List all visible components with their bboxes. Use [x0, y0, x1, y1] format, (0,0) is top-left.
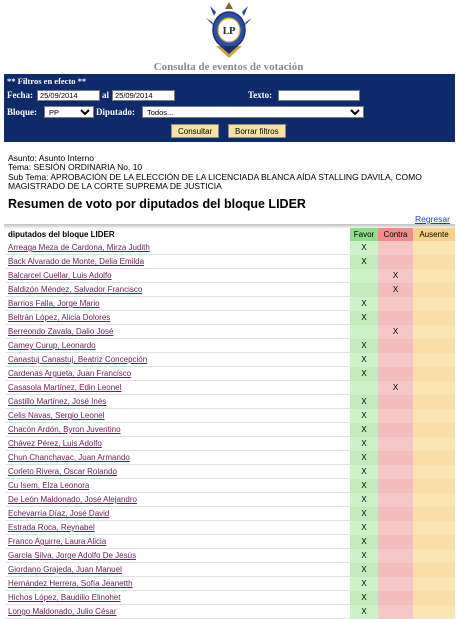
favor-cell: X — [350, 605, 378, 619]
fecha-to-input[interactable] — [112, 90, 175, 101]
ausente-cell — [413, 563, 455, 577]
ausente-cell — [413, 493, 455, 507]
table-row — [6, 367, 455, 381]
deputy-name-link[interactable]: Celis Navas, Sergio Leonel — [8, 411, 105, 420]
header — [0, 0, 457, 74]
favor-cell: X — [350, 339, 378, 353]
deputy-name-link[interactable]: Beltrán López, Alicia Dolores — [8, 313, 111, 322]
table-row — [6, 465, 455, 479]
ausente-cell — [413, 339, 455, 353]
favor-cell: X — [350, 521, 378, 535]
ausente-cell — [413, 367, 455, 381]
contra-cell — [378, 395, 413, 409]
contra-cell — [378, 255, 413, 269]
deputy-name-link[interactable]: Berreondo Zavala, Dalio José — [8, 327, 114, 336]
favor-cell: X — [350, 493, 378, 507]
table-row — [6, 521, 455, 535]
filters-panel — [4, 74, 455, 142]
asunto-text: Asunto: Asunto Interno — [8, 153, 95, 163]
favor-cell: X — [350, 591, 378, 605]
favor-cell: X — [350, 297, 378, 311]
deputy-name-link[interactable]: Baldizón Méndez, Salvador Francisco — [8, 285, 143, 294]
texto-input[interactable] — [278, 90, 360, 101]
table-row — [6, 269, 455, 283]
ausente-cell — [413, 465, 455, 479]
contra-cell — [378, 549, 413, 563]
table-row — [6, 395, 455, 409]
subtema-text: Sub Tema: APROBACIÓN DE LA ELECCIÓN DE LA LICENCIADA BLANCA AÍDA STALLING DAVILA, COMO MAGISTRADO DE LA CORTE SUPREMA DE JUSTICIA — [8, 171, 422, 191]
header-favor: Favor — [350, 228, 378, 241]
table-row — [6, 549, 455, 563]
deputy-name-cell — [6, 535, 350, 549]
contra-cell — [378, 311, 413, 325]
bloque-label: Bloque: — [7, 107, 38, 117]
deputy-name-cell — [6, 395, 350, 409]
deputy-name-link[interactable]: Canastuj Canastuj, Beatriz Concepción — [8, 355, 148, 364]
contra-cell — [378, 605, 413, 619]
table-row — [6, 563, 455, 577]
deputy-name-cell — [6, 451, 350, 465]
deputy-name-cell — [6, 549, 350, 563]
deputy-name-cell — [6, 325, 350, 339]
fecha-label: Fecha: — [7, 90, 33, 100]
favor-cell: X — [350, 437, 378, 451]
table-row — [6, 255, 455, 269]
deputy-name-link[interactable]: Cardenas Argueta, Juan Francisco — [8, 369, 132, 378]
ausente-cell — [413, 381, 455, 395]
table-row — [6, 297, 455, 311]
deputy-name-cell — [6, 339, 350, 353]
ausente-cell — [413, 297, 455, 311]
summary-title: Resumen de voto por diputados del bloque LIDER — [8, 197, 306, 211]
ausente-cell — [413, 549, 455, 563]
header-diputados: diputados del bloque LIDER — [8, 230, 115, 239]
table-header-row — [6, 228, 455, 241]
contra-cell — [378, 353, 413, 367]
deputy-name-link[interactable]: Arreaga Meza de Cardona, Mirza Judith — [8, 243, 150, 252]
tema-text: Tema: SESIÓN ORDINARIA No. 10 — [8, 162, 143, 173]
deputy-name-link[interactable]: De León Maldonado, José Alejandro — [8, 495, 137, 504]
deputy-name-link[interactable]: Hichos López, Baudilio Elinohet — [8, 593, 121, 602]
contra-cell — [378, 577, 413, 591]
deputy-name-cell — [6, 521, 350, 535]
table-row — [6, 437, 455, 451]
contra-cell — [378, 465, 413, 479]
ausente-cell — [413, 325, 455, 339]
regresar-link[interactable]: Regresar — [415, 214, 450, 224]
contra-cell — [378, 563, 413, 577]
ausente-cell — [413, 521, 455, 535]
favor-cell — [350, 325, 378, 339]
ausente-cell — [413, 535, 455, 549]
favor-cell: X — [350, 395, 378, 409]
ausente-cell — [413, 311, 455, 325]
favor-cell: X — [350, 409, 378, 423]
favor-cell: X — [350, 451, 378, 465]
table-row — [6, 605, 455, 619]
contra-cell: X — [378, 269, 413, 283]
diputado-select[interactable] — [142, 106, 364, 118]
votes-table — [6, 228, 455, 619]
texto-label: Texto: — [248, 90, 273, 100]
deputy-name-cell — [6, 381, 350, 395]
deputy-name-link[interactable]: Barrios Falla, Jorge Mario — [8, 299, 100, 308]
favor-cell: X — [350, 241, 378, 255]
deputy-name-cell — [6, 605, 350, 619]
ausente-cell — [413, 591, 455, 605]
deputy-name-link[interactable]: Chun Chanchavac, Juan Armando — [8, 453, 130, 462]
ausente-cell — [413, 423, 455, 437]
ausente-cell — [413, 395, 455, 409]
deputy-name-cell — [6, 465, 350, 479]
favor-cell: X — [350, 549, 378, 563]
favor-cell: X — [350, 535, 378, 549]
contra-cell — [378, 423, 413, 437]
deputy-name-link[interactable]: Giordano Grajeda, Juan Manuel — [8, 565, 122, 574]
deputy-name-cell — [6, 367, 350, 381]
page-title: Consulta de eventos de votación — [153, 61, 304, 73]
deputy-name-link[interactable]: Franco Aguirre, Laura Alicia — [8, 537, 107, 546]
deputy-name-cell — [6, 563, 350, 577]
ausente-cell — [413, 577, 455, 591]
deputy-name-cell — [6, 297, 350, 311]
table-row — [6, 283, 455, 297]
deputy-name-link[interactable]: Camey Curup, Leonardo — [8, 341, 96, 350]
table-row — [6, 535, 455, 549]
favor-cell: X — [350, 507, 378, 521]
ausente-cell — [413, 507, 455, 521]
deputy-name-cell — [6, 507, 350, 521]
ausente-cell — [413, 605, 455, 619]
deputy-name-link[interactable]: Chávez Pérez, Luis Adolfo — [8, 439, 102, 448]
contra-cell — [378, 479, 413, 493]
deputy-name-cell — [6, 409, 350, 423]
table-row — [6, 577, 455, 591]
borrar-filtros-button[interactable]: Borrar filtros — [228, 124, 286, 138]
deputy-name-link[interactable]: Echevarría Díaz, José David — [8, 509, 110, 518]
contra-cell — [378, 507, 413, 521]
contra-cell — [378, 493, 413, 507]
deputy-name-cell — [6, 479, 350, 493]
table-row — [6, 493, 455, 507]
deputy-name-cell — [6, 255, 350, 269]
deputy-name-cell — [6, 423, 350, 437]
contra-cell — [378, 367, 413, 381]
contra-cell — [378, 437, 413, 451]
deputy-name-link[interactable]: García Silva, Jorge Adolfo De Jesús — [8, 551, 137, 560]
fecha-from-input[interactable] — [37, 90, 100, 101]
table-row — [6, 241, 455, 255]
favor-cell: X — [350, 255, 378, 269]
deputy-name-cell — [6, 283, 350, 297]
deputy-name-link[interactable]: Castillo Martínez, José Inés — [8, 397, 107, 406]
deputy-name-link[interactable]: Cu Isem, Elza Leonora — [8, 481, 90, 490]
contra-cell: X — [378, 381, 413, 395]
favor-cell — [350, 283, 378, 297]
bloque-select[interactable] — [44, 106, 94, 118]
deputy-name-link[interactable]: Chacón Ardón, Byron Juventino — [8, 425, 121, 434]
favor-cell: X — [350, 423, 378, 437]
deputy-name-link[interactable]: Hernández Herrera, Sofía Jeanetth — [8, 579, 133, 588]
favor-cell — [350, 381, 378, 395]
table-row — [6, 423, 455, 437]
header-contra: Contra — [378, 228, 413, 241]
table-row — [6, 591, 455, 605]
table-row — [6, 353, 455, 367]
deputy-name-cell — [6, 591, 350, 605]
header-ausente: Ausente — [413, 228, 455, 241]
contra-cell — [378, 339, 413, 353]
contra-cell — [378, 297, 413, 311]
favor-cell — [350, 269, 378, 283]
favor-cell: X — [350, 311, 378, 325]
ausente-cell — [413, 283, 455, 297]
deputy-name-cell — [6, 353, 350, 367]
ausente-cell — [413, 353, 455, 367]
table-row — [6, 325, 455, 339]
deputy-name-link[interactable]: Longo Maldonado, Julio César — [8, 607, 117, 616]
deputy-name-link[interactable]: Casasola Martínez, Edin Leonel — [8, 383, 122, 392]
contra-cell: X — [378, 283, 413, 297]
favor-cell: X — [350, 479, 378, 493]
deputy-name-cell — [6, 577, 350, 591]
table-row — [6, 339, 455, 353]
favor-cell: X — [350, 577, 378, 591]
ausente-cell — [413, 269, 455, 283]
table-row — [6, 381, 455, 395]
diputado-label: Diputado: — [96, 107, 136, 117]
table-row — [6, 451, 455, 465]
ausente-cell — [413, 255, 455, 269]
ausente-cell — [413, 437, 455, 451]
favor-cell: X — [350, 353, 378, 367]
vote-info — [8, 154, 453, 191]
table-row — [6, 311, 455, 325]
filters-title: ** Filtros en efecto ** — [7, 76, 87, 86]
favor-cell: X — [350, 367, 378, 381]
deputy-name-link[interactable]: Back Alvarado de Monte, Delia Emilda — [8, 257, 145, 266]
contra-cell — [378, 241, 413, 255]
contra-cell: X — [378, 325, 413, 339]
deputy-name-cell — [6, 269, 350, 283]
favor-cell: X — [350, 465, 378, 479]
deputy-name-link[interactable]: Corleto Rivera, Oscar Rolando — [8, 467, 117, 476]
ausente-cell — [413, 479, 455, 493]
deputy-name-cell — [6, 493, 350, 507]
deputy-name-cell — [6, 241, 350, 255]
ausente-cell — [413, 241, 455, 255]
ausente-cell — [413, 409, 455, 423]
deputy-name-cell — [6, 437, 350, 451]
ausente-cell — [413, 451, 455, 465]
favor-cell: X — [350, 563, 378, 577]
al-label: al — [102, 90, 110, 100]
contra-cell — [378, 591, 413, 605]
congress-emblem-icon — [206, 0, 252, 60]
table-row — [6, 507, 455, 521]
contra-cell — [378, 521, 413, 535]
table-row — [6, 479, 455, 493]
contra-cell — [378, 535, 413, 549]
contra-cell — [378, 451, 413, 465]
contra-cell — [378, 409, 413, 423]
table-row — [6, 409, 455, 423]
deputy-name-link[interactable]: Balcarcel Cuellar, Luis Adolfo — [8, 271, 112, 280]
svg-text:LP: LP — [222, 27, 236, 37]
deputy-name-link[interactable]: Estrada Roca, Reynabel — [8, 523, 95, 532]
deputy-name-cell — [6, 311, 350, 325]
consultar-button[interactable]: Consultar — [171, 124, 219, 138]
